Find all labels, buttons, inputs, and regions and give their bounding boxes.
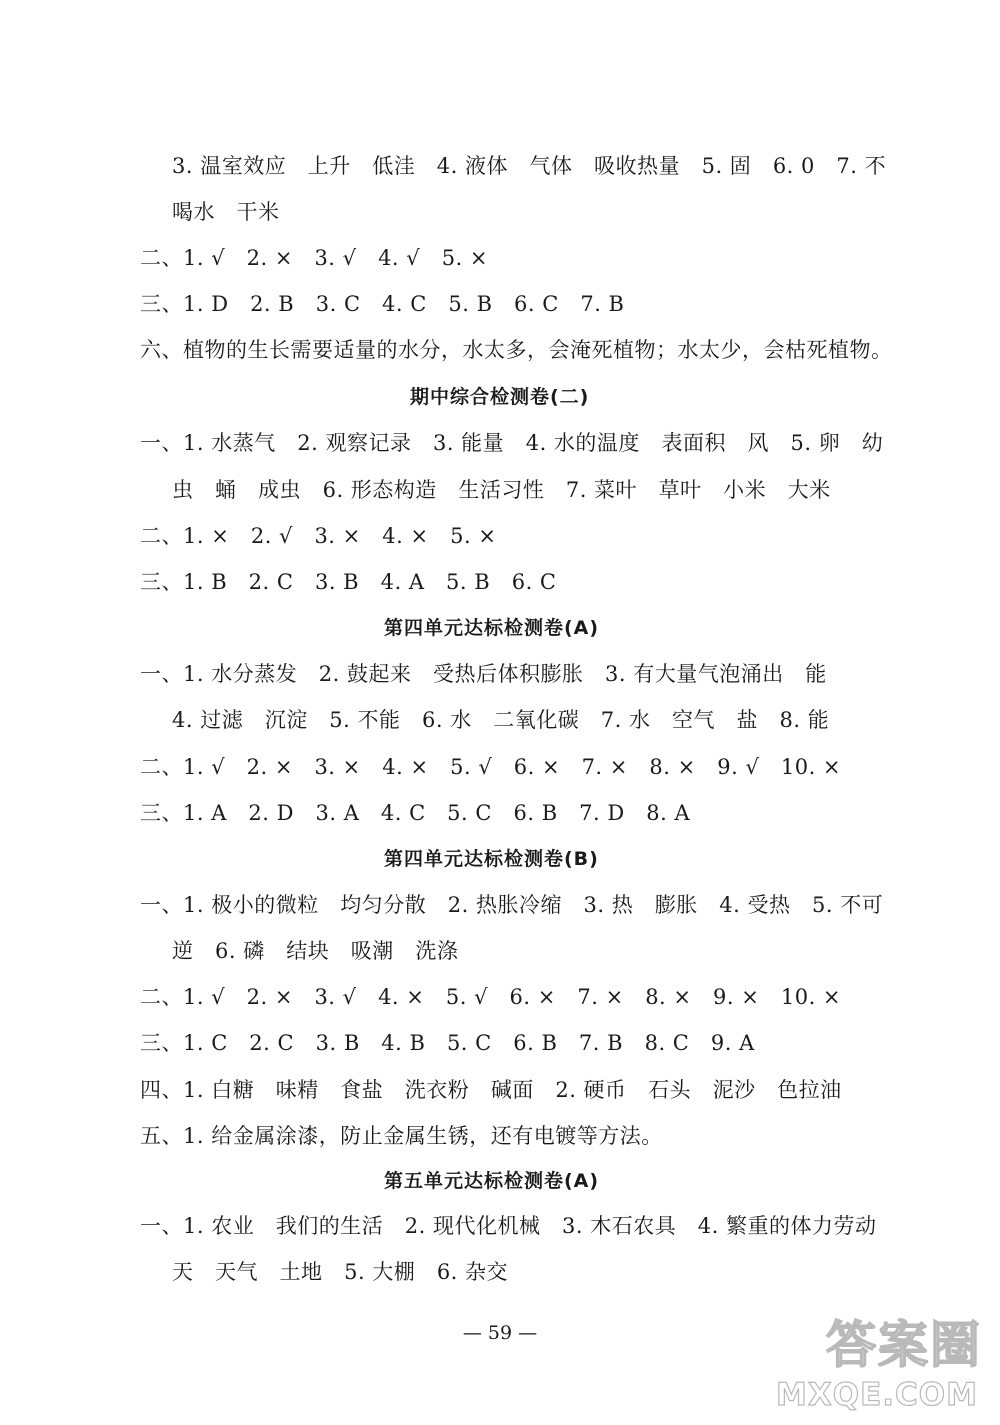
answer-line: 三、1. D 2. B 3. C 4. C 5. B 6. C 7. B — [140, 292, 625, 316]
section-title: 第五单元达标检测卷(A) — [384, 1170, 600, 1192]
page-number: — 59 — — [462, 1322, 538, 1344]
section-title: 第四单元达标检测卷(A) — [384, 617, 600, 639]
answer-line: 二、1. √ 2. × 3. √ 4. √ 5. × — [140, 246, 488, 270]
answer-line: 一、1. 农业 我们的生活 2. 现代化机械 3. 木石农具 4. 繁重的体力劳动 — [140, 1214, 877, 1238]
answer-line: 二、1. √ 2. × 3. × 4. × 5. √ 6. × 7. × 8. × 9. √ 10. × — [140, 755, 842, 779]
answer-line: 三、1. A 2. D 3. A 4. C 5. C 6. B 7. D 8. A — [140, 801, 691, 825]
answer-line: 五、1. 给金属涂漆，防止金属生锈，还有电镀等方法。 — [140, 1124, 663, 1148]
answer-line: 六、植物的生长需要适量的水分，水太多，会淹死植物；水太少，会枯死植物。 — [140, 338, 893, 362]
answer-line: 3. 温室效应 上升 低洼 4. 液体 气体 吸收热量 5. 固 6. 0 7. 不 — [172, 154, 887, 178]
section-title: 期中综合检测卷(二) — [410, 386, 590, 408]
answer-line: 二、1. × 2. √ 3. × 4. × 5. × — [140, 524, 497, 548]
watermark-text: 答案圈 — [826, 1316, 982, 1374]
watermark-url: MXQE.COM — [775, 1377, 978, 1413]
answer-line: 一、1. 水蒸气 2. 观察记录 3. 能量 4. 水的温度 表面积 风 5. 卵 幼 — [140, 431, 884, 455]
answer-line: 喝水 干米 — [172, 200, 280, 224]
section-title: 第四单元达标检测卷(B) — [384, 848, 599, 870]
answer-line: 一、1. 水分蒸发 2. 鼓起来 受热后体积膨胀 3. 有大量气泡涌出 能 — [140, 662, 827, 686]
answer-line: 天 天气 土地 5. 大棚 6. 杂交 — [172, 1260, 509, 1284]
watermark-logo — [722, 1305, 982, 1415]
answer-line: 一、1. 极小的微粒 均匀分散 2. 热胀冷缩 3. 热 膨胀 4. 受热 5. 不可 — [140, 893, 884, 917]
answer-line: 四、1. 白糖 味精 食盐 洗衣粉 碱面 2. 硬币 石头 泥沙 色拉油 — [140, 1078, 842, 1102]
answer-line: 逆 6. 磷 结块 吸潮 洗涤 — [172, 939, 459, 963]
answer-line: 三、1. B 2. C 3. B 4. A 5. B 6. C — [140, 570, 557, 594]
answer-line: 三、1. C 2. C 3. B 4. B 5. C 6. B 7. B 8. C 9. A — [140, 1031, 755, 1055]
answer-line: 4. 过滤 沉淀 5. 不能 6. 水 二氧化碳 7. 水 空气 盐 8. 能 — [172, 708, 830, 732]
answer-line: 虫 蛹 成虫 6. 形态构造 生活习性 7. 菜叶 草叶 小米 大米 — [172, 478, 831, 502]
answer-line: 二、1. √ 2. × 3. √ 4. × 5. √ 6. × 7. × 8. × 9. × 10. × — [140, 985, 842, 1009]
